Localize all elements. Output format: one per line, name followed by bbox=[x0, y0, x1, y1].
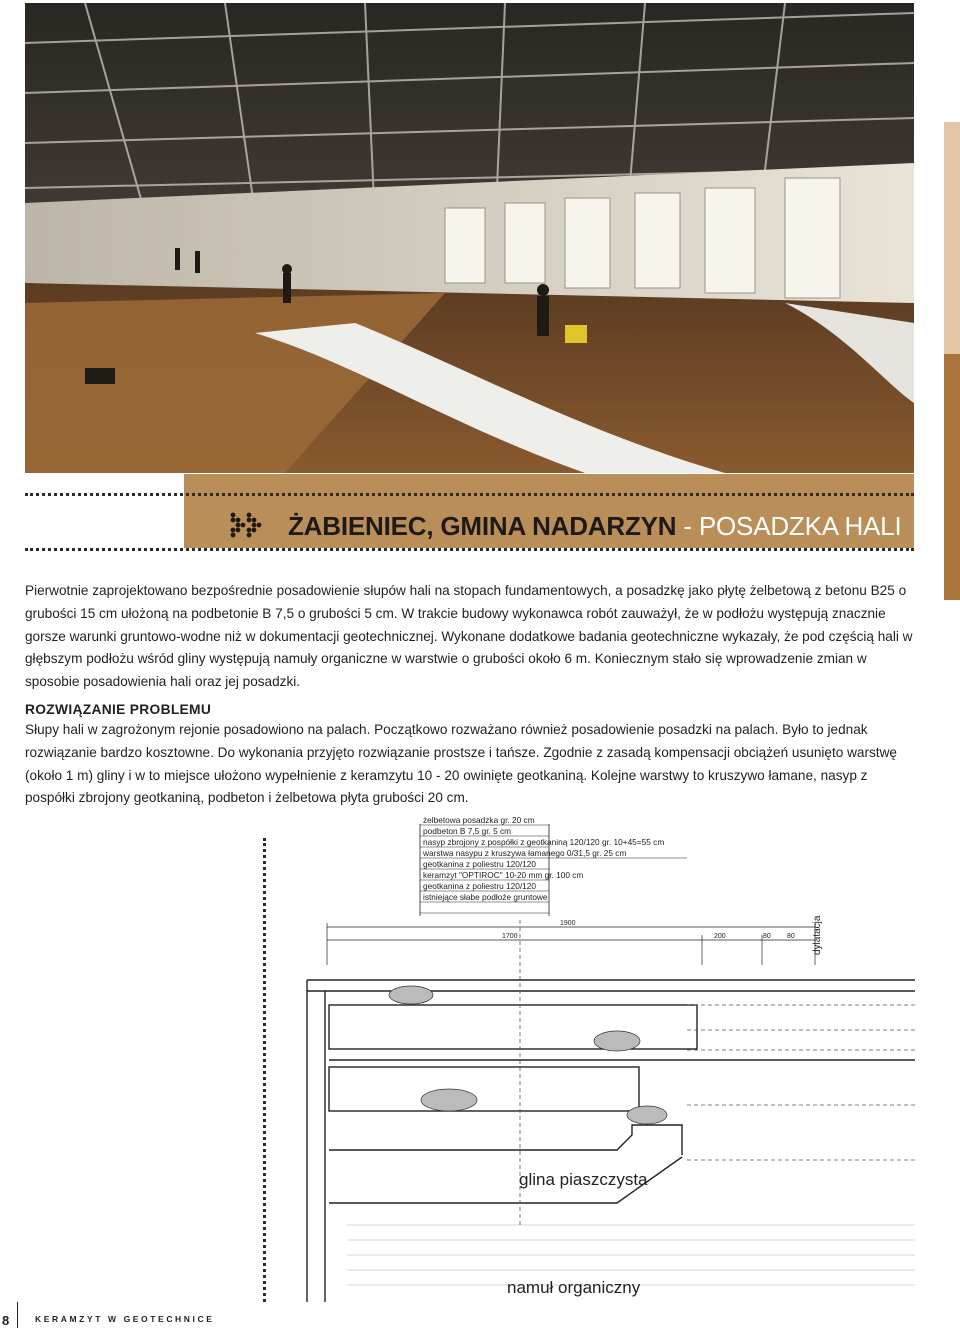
dimension-label: 1900 bbox=[560, 920, 576, 927]
dimension-label: 80 bbox=[763, 933, 771, 940]
intro-section bbox=[25, 580, 914, 694]
layer-label: geotkanina z poliestru 120/120 bbox=[423, 881, 537, 891]
layer-label: żelbetowa posadzka gr. 20 cm bbox=[423, 815, 535, 825]
silt-label: namuł organiczny bbox=[507, 1278, 641, 1297]
hall-photo-illustration bbox=[25, 3, 914, 473]
layer-label: podbeton B 7,5 gr. 5 cm bbox=[423, 826, 512, 836]
technical-drawing bbox=[287, 805, 915, 1302]
layer-label: keramzyt "OPTIROC" 10-20 mm gr. 100 cm bbox=[423, 870, 584, 880]
dotted-rule-bottom bbox=[25, 548, 914, 551]
dotted-rule-top bbox=[25, 493, 914, 496]
dotted-rule-vertical bbox=[263, 838, 266, 1302]
title-main: ŻABIENIEC, GMINA NADARZYN bbox=[288, 511, 677, 541]
solution-section bbox=[25, 719, 914, 810]
dimension-label: 1700 bbox=[502, 933, 518, 940]
dylatacja-label: dylatacja bbox=[812, 915, 823, 955]
intro-paragraph: Pierwotnie zaprojektowano bezpośrednie posadowienie słupów hali na stopach fundamentowych, a posadzkę jako płytę żelbetową z betonu B25 o grubości 15 cm ułożoną na podbetonie B 7,5 o grubości 5 cm. W trakcie budowy wykonawca robót zauważył, że w podłożu występują znacznie gorsze warunki gruntowo-wodne niż w dokumentacji geotechnicznej. Wykonane dodatkowe badania geotechniczne wykazały, że pod częścią hali w głębszym podłożu wśród gliny występują namuły organiczne w warstwie o grubości około 6 m. Koniecznym stało się wprowadzenie zmian w sposobie posadowienia hali oraz jej posadzki. bbox=[25, 583, 913, 690]
side-strip-dark bbox=[944, 354, 960, 600]
floor-section-drawing bbox=[287, 805, 915, 1302]
dimension-label: 200 bbox=[714, 933, 726, 940]
solution-heading: ROZWIĄZANIE PROBLEMU bbox=[25, 702, 212, 717]
title-sub: - POSADZKA HALI bbox=[676, 511, 902, 541]
page-title bbox=[288, 511, 901, 541]
side-strip-light bbox=[944, 122, 960, 354]
layer-label: warstwa nasypu z kruszywa łamanego 0/31,5 gr. 25 cm bbox=[423, 848, 627, 858]
clay-label: glina piaszczysta bbox=[519, 1170, 648, 1189]
layer-label: istniejące słabe podłoże gruntowe bbox=[423, 892, 548, 902]
double-chevron-icon bbox=[229, 511, 271, 541]
solution-paragraph: Słupy hali w zagrożonym rejonie posadowiono na palach. Początkowo rozważano również posadowienie posadzki na palach. Było to jednak rozwiązanie bardzo kosztowne. Do wykonania przyjęto rozwiązanie prostsze i tańsze. Zgodnie z zasadą kompensacji obciążeń usunięto warstwę (około 1 m) gliny i w to miejsce ułożono wypełnienie z keramzytu 10 - 20 owinięte geotkaniną. Kolejne warstwy to kruszywo łamane, nasyp z pospółki zbrojony geotkaniną, podbeton i żelbetowa płyta grubości 20 cm. bbox=[25, 722, 897, 806]
page-number: 8 bbox=[2, 1313, 10, 1328]
construction-hall-photo bbox=[25, 3, 914, 473]
layer-label: geotkanina z poliestru 120/120 bbox=[423, 859, 537, 869]
publication-name: KERAMZYT W GEOTECHNICE bbox=[35, 1314, 215, 1324]
layer-label: nasyp zbrojony z pospółki z geotkaniną 120/120 gr. 10+45=55 cm bbox=[423, 837, 665, 847]
footer-divider bbox=[17, 1302, 18, 1328]
dimension-label: 80 bbox=[787, 933, 795, 940]
